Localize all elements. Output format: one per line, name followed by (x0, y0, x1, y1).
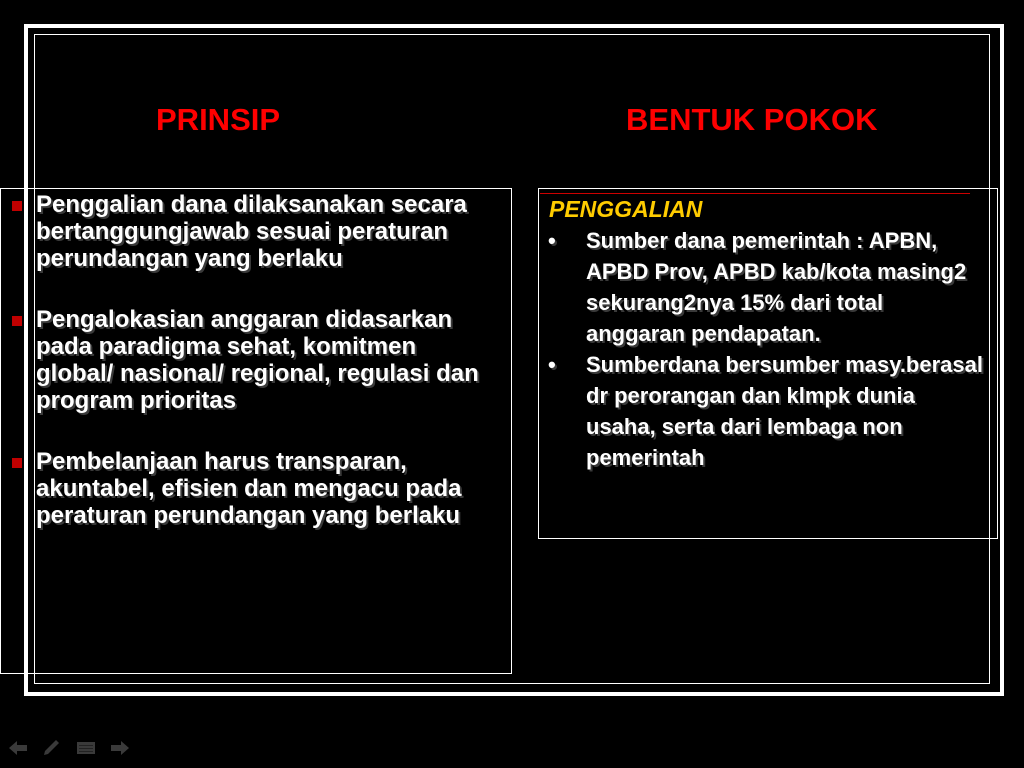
pen-icon (42, 739, 62, 757)
square-bullet-icon (12, 316, 22, 326)
next-slide-button[interactable] (108, 738, 132, 758)
arrow-left-icon (8, 740, 28, 756)
pen-tool-button[interactable] (40, 738, 64, 758)
penggalian-title: PENGGALIAN (549, 196, 703, 222)
principle-item (10, 306, 500, 414)
slideshow-nav (6, 738, 132, 758)
funding-sources-list (548, 225, 988, 473)
funding-source-text: Sumber dana pemerintah : APBN, APBD Prov, APBD kab/kota masing2 sekurang2nya 15% dari total anggaran pendapatan. (586, 228, 967, 346)
heading-bentuk-pokok: BENTUK POKOK (626, 102, 878, 137)
principle-item (10, 191, 500, 272)
previous-slide-button[interactable] (6, 738, 30, 758)
principles-list (10, 191, 500, 529)
heading-prinsip: PRINSIP (156, 102, 281, 137)
slide-menu-button[interactable] (74, 738, 98, 758)
square-bullet-icon (12, 201, 22, 211)
bullet-dot-icon: • (548, 352, 556, 377)
funding-source-item (548, 225, 988, 349)
principle-text: Pengalokasian anggaran didasarkan pada paradigma sehat, komitmen global/ nasional/ regional, regulasi dan program prioritas (36, 306, 479, 414)
bullet-dot-icon: • (548, 228, 556, 253)
square-bullet-icon (12, 458, 22, 468)
funding-source-text: Sumberdana bersumber masy.berasal dr perorangan dan klmpk dunia usaha, serta dari lembaga non pemerintah (586, 352, 983, 470)
principle-text: Pembelanjaan harus transparan, akuntabel, efisien dan mengacu pada peraturan perundangan yang berlaku (36, 448, 462, 529)
funding-source-item (548, 349, 988, 473)
principle-item (10, 448, 500, 529)
principle-text: Penggalian dana dilaksanakan secara bertanggungjawab sesuai peraturan perundangan yang berlaku (36, 191, 467, 272)
arrow-right-icon (110, 740, 130, 756)
menu-icon (76, 740, 96, 756)
